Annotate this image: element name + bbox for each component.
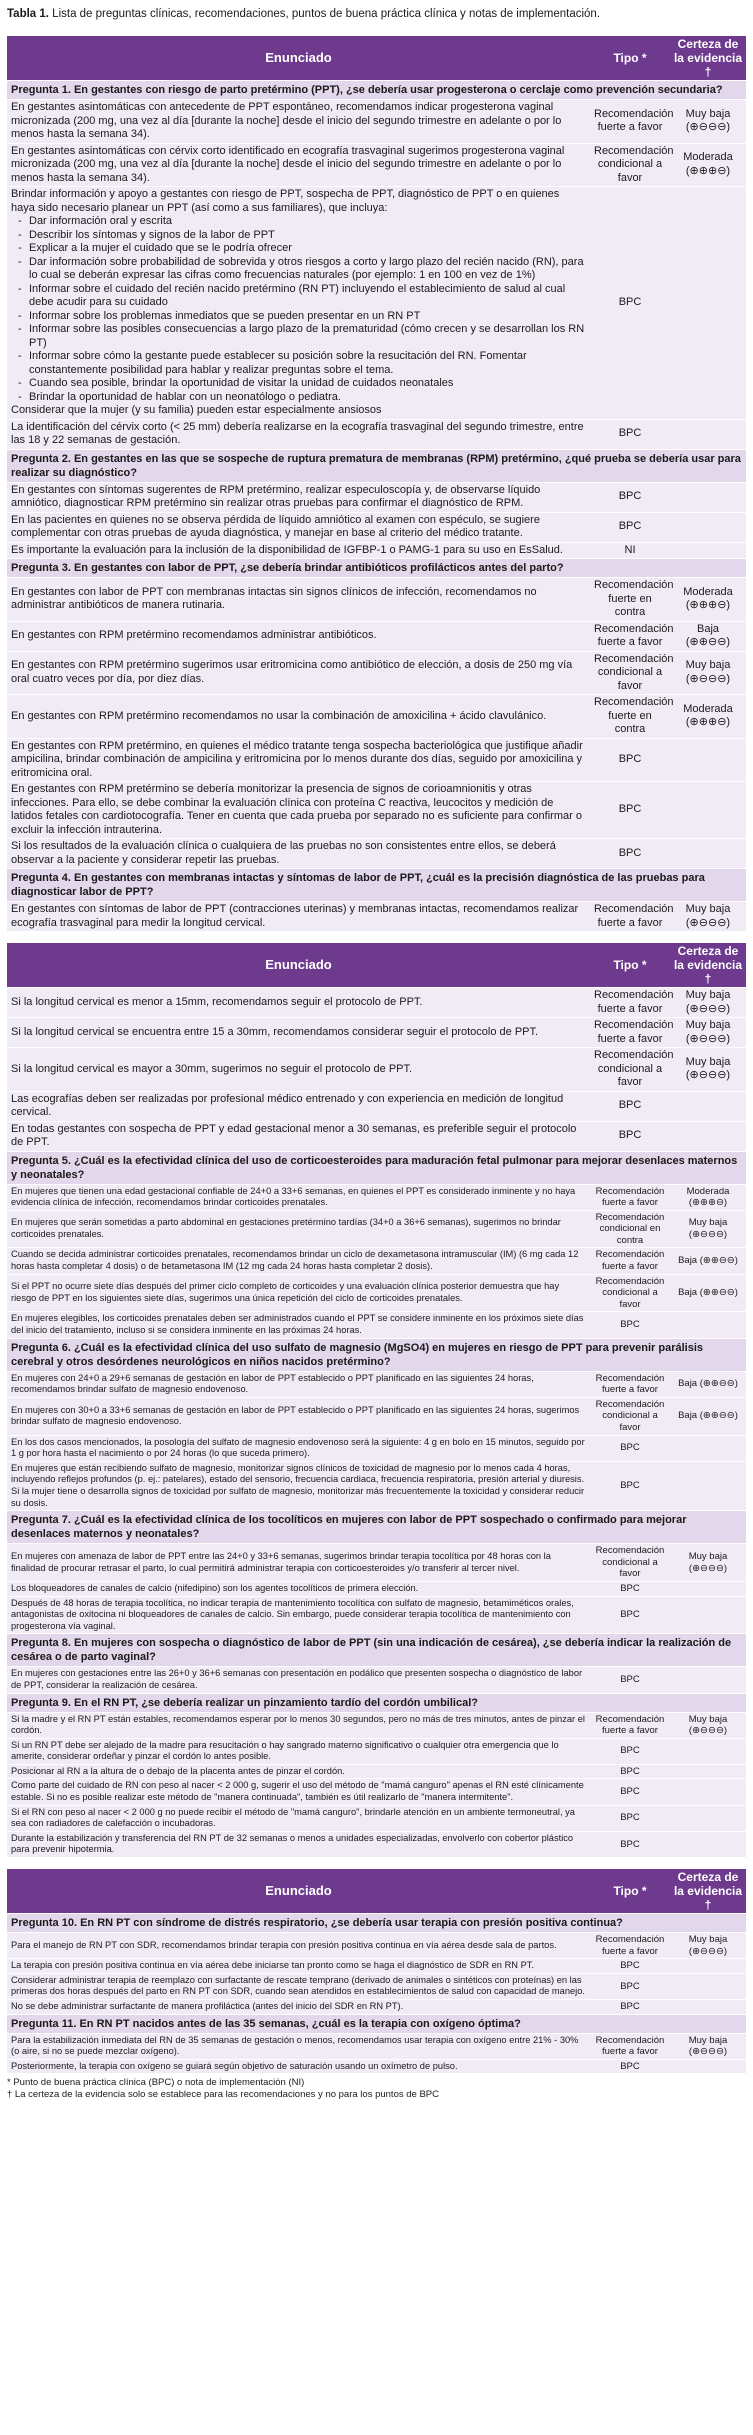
table-row (7, 2033, 746, 2059)
question-text: Pregunta 7. ¿Cuál es la efectividad clínica de los tocolíticos en mujeres con labor de PPT sospechado o confirmado para mejorar desenlaces maternos y neonatales? (7, 1511, 746, 1544)
table-row (7, 1581, 746, 1596)
table-row (7, 2059, 746, 2073)
enunciado-text: Los bloqueadores de canales de calcio (nifedipino) son los agentes tocolíticos de primera elección. (11, 1582, 419, 1593)
enunciado-text: En los dos casos mencionados, la posología del sulfato de magnesio endovenoso será la siguiente: 4 g en bolo en 15 minutos, seguido por 1 g por hora hasta el nacimiento o por 24 horas (lo que suceda primero). (11, 1436, 585, 1459)
certeza-cell: Muy baja (⊕⊖⊖⊖) (670, 1544, 746, 1582)
tipo-cell: BPC (590, 738, 670, 782)
tipo-cell: Recomendación fuerte a favor (590, 902, 670, 932)
enunciado-text: Brindar información y apoyo a gestantes con riesgo de PPT, sospecha de PPT, diagnóstico de PPT o en quienes haya sido necesario planear un PPT (así como a sus familiares), que incluya: (11, 188, 560, 214)
enunciado-text: En mujeres que serán sometidas a parto abdominal en gestaciones pretérmino tardías (34+0 a 36+6 semanas), sugerimos no brindar corticoides prenatales. (11, 1217, 561, 1240)
certeza-cell (670, 1764, 746, 1779)
question-text: Pregunta 2. En gestantes en las que se sospeche de ruptura prematura de membranas (RPM) pretérmino, ¿qué prueba se debería usar para realizar su diagnóstico? (7, 449, 746, 482)
enunciado-cell (7, 1048, 590, 1092)
table-row (7, 578, 746, 622)
tipo-cell: BPC (590, 1581, 670, 1596)
certeza-cell (670, 1121, 746, 1151)
enunciado-cell (7, 1312, 590, 1338)
enunciado-text: Para la estabilización inmediata del RN de 35 semanas de gestación o menos, recomendamos usar terapia con oxígeno entre 21% - 30% (o aire, si no se puede mezclar oxígeno). (11, 2034, 579, 2057)
enunciado-text: En todas gestantes con sospecha de PPT y edad gestacional menor a 30 semanas, es preferible seguir el protocolo de PPT. (11, 1122, 577, 1148)
header-tipo: Tipo * (590, 36, 670, 81)
enunciado-text: Posteriormente, la terapia con oxígeno se guiará según objetivo de saturación usando un oxímetro de pulso. (11, 2060, 458, 2071)
enunciado-cell (7, 419, 590, 449)
enunciado-cell (7, 1831, 590, 1857)
enunciado-cell (7, 1544, 590, 1582)
table-row (7, 695, 746, 739)
tipo-cell: Recomendación fuerte a favor (590, 1248, 670, 1274)
certeza-cell: Muy baja (⊕⊖⊖⊖) (670, 651, 746, 695)
table-row (7, 1596, 746, 1634)
table-row (7, 621, 746, 651)
tipo-cell: BPC (590, 1805, 670, 1831)
certeza-cell (670, 1667, 746, 1693)
certeza-cell (670, 419, 746, 449)
certeza-cell (670, 1973, 746, 1999)
table-row (7, 988, 746, 1018)
table-row (7, 1805, 746, 1831)
certeza-cell: Baja (⊕⊕⊖⊖) (670, 621, 746, 651)
enunciado-cell (7, 621, 590, 651)
enunciado-cell (7, 578, 590, 622)
enunciado-cell (7, 187, 590, 420)
enunciado-cell (7, 2000, 590, 2015)
tipo-cell: Recomendación condicional en contra (590, 1210, 670, 1248)
question-text: Pregunta 1. En gestantes con riesgo de parto pretérmino (PPT), ¿se debería usar progesterona o cerclaje como prevención secundaria? (7, 81, 746, 100)
certeza-cell: Muy baja (⊕⊖⊖⊖) (670, 100, 746, 144)
tipo-cell: BPC (590, 782, 670, 839)
table-caption (7, 6, 746, 22)
certeza-cell (670, 1435, 746, 1461)
tipo-cell: Recomendación condicional a favor (590, 1544, 670, 1582)
enunciado-note: Considerar que la mujer (y su familia) pueden estar especialmente ansiosos (11, 404, 382, 416)
question-text: Pregunta 10. En RN PT con síndrome de distrés respiratorio, ¿se debería usar terapia con presión positiva continua? (7, 1914, 746, 1933)
table-row (7, 1831, 746, 1857)
enunciado-text: En gestantes con labor de PPT con membranas intactas sin signos clínicos de infección, recomendamos no administrar antibióticos de manera rutinaria. (11, 585, 537, 612)
enunciado-text: La identificación del cérvix corto (< 25 mm) debería realizarse en la ecografía trasvaginal del segundo trimestre, entre las 18 y 22 semanas de gestación. (11, 420, 584, 446)
tipo-cell: Recomendación fuerte a favor (590, 621, 670, 651)
enunciado-text: Es importante la evaluación para la inclusión de la disponibilidad de IGFBP-1 o PAMG-1 para su uso en EsSalud. (11, 543, 563, 556)
enunciado-cell (7, 1973, 590, 1999)
certeza-cell: Muy baja (⊕⊖⊖⊖) (670, 1933, 746, 1959)
caption-label: Tabla 1. (7, 8, 49, 20)
list-item: - Informar sobre los problemas inmediatos que se pueden presentar en un RN PT (29, 310, 586, 324)
table-header-row (7, 943, 746, 988)
table-part-3 (7, 1869, 746, 2073)
enunciado-cell (7, 651, 590, 695)
tipo-cell: Recomendación condicional a favor (590, 651, 670, 695)
table-row (7, 1712, 746, 1738)
table-row (7, 1764, 746, 1779)
tipo-cell: BPC (590, 1091, 670, 1121)
certeza-cell (670, 1581, 746, 1596)
certeza-cell (670, 512, 746, 542)
enunciado-text: Si el PPT no ocurre siete días después del primer ciclo completo de corticoides y una evaluación clínica posterior demuestra que hay riesgo de PPT en los siguientes siete días, sugerimos una única repetición del ciclo de corticoides prenatales. (11, 1281, 560, 1304)
tipo-cell: BPC (590, 1312, 670, 1338)
enunciado-cell (7, 1461, 590, 1510)
enunciado-cell (7, 482, 590, 512)
enunciado-cell (7, 1274, 590, 1312)
question-text: Pregunta 3. En gestantes con labor de PPT, ¿se debería brindar antibióticos profilácticos antes del parto? (7, 559, 746, 578)
table-row (7, 1121, 746, 1151)
question-row (7, 869, 746, 902)
tipo-cell: NI (590, 542, 670, 559)
table-row (7, 2000, 746, 2015)
certeza-cell: Baja (⊕⊕⊖⊖) (670, 1371, 746, 1397)
header-certeza: Certeza de la evidencia † (670, 943, 746, 988)
list-item: - Brindar la oportunidad de hablar con un neonatólogo o pediatra. (29, 391, 586, 405)
certeza-cell: Muy baja (⊕⊖⊖⊖) (670, 902, 746, 932)
table-row (7, 1738, 746, 1764)
enunciado-cell (7, 1435, 590, 1461)
certeza-cell (670, 1738, 746, 1764)
certeza-cell (670, 1091, 746, 1121)
tipo-cell: BPC (590, 839, 670, 869)
enunciado-cell (7, 782, 590, 839)
enunciado-text: Si un RN PT debe ser alejado de la madre para resucitación o hay sangrado materno significativo o cualquier otra emergencia que lo amerite, considerar ordeñar y pinzar el cordón lo antes posible. (11, 1739, 559, 1762)
certeza-cell (670, 1312, 746, 1338)
enunciado-cell (7, 1018, 590, 1048)
enunciado-cell (7, 1959, 590, 1974)
enunciado-text: En mujeres que están recibiendo sulfato de magnesio, monitorizar signos clínicos de toxicidad de magnesio por lo menos cada 4 horas, incluyendo reflejos profundos (p. ej.: patelares), estado del sensorio, frecuencia cardiaca, frecuencia respiratoria, presión arterial y diuresis. Si la mujer tiene o desarrolla signos de toxicidad por sulfato de magnesio, monitorizar más frecuentemente la toxicidad y considerar reducir su dosis. (11, 1462, 585, 1508)
tipo-cell: Recomendación fuerte a favor (590, 1933, 670, 1959)
enunciado-cell (7, 1581, 590, 1596)
tipo-cell: Recomendación fuerte a favor (590, 2033, 670, 2059)
enunciado-cell (7, 512, 590, 542)
table-row (7, 143, 746, 187)
enunciado-cell (7, 1933, 590, 1959)
question-row (7, 2014, 746, 2033)
tipo-cell: BPC (590, 1831, 670, 1857)
question-row (7, 449, 746, 482)
enunciado-cell (7, 1596, 590, 1634)
certeza-cell (670, 1805, 746, 1831)
certeza-cell (670, 839, 746, 869)
list-item: - Dar información oral y escrita (29, 215, 586, 229)
tipo-cell: BPC (590, 1667, 670, 1693)
tipo-cell: BPC (590, 512, 670, 542)
table-row (7, 482, 746, 512)
certeza-cell: Moderada (⊕⊕⊕⊖) (670, 143, 746, 187)
tipo-cell: Recomendación fuerte a favor (590, 100, 670, 144)
header-enunciado: Enunciado (7, 943, 590, 988)
table-row (7, 1312, 746, 1338)
table-row (7, 1248, 746, 1274)
enunciado-text: La terapia con presión positiva continua en vía aérea debe iniciarse tan pronto como se haga el diagnóstico de SDR en RN PT. (11, 1960, 535, 1971)
tipo-cell: Recomendación fuerte en contra (590, 578, 670, 622)
certeza-cell: Muy baja (⊕⊖⊖⊖) (670, 1712, 746, 1738)
certeza-cell (670, 782, 746, 839)
table-row (7, 1973, 746, 1999)
tipo-cell: Recomendación condicional a favor (590, 143, 670, 187)
question-text: Pregunta 6. ¿Cuál es la efectividad clínica del uso sulfato de magnesio (MgSO4) en mujeres en riesgo de PPT para prevenir parálisis cerebral y otros desórdenes neurológicos en niños nacidos pretérmino? (7, 1338, 746, 1371)
tipo-cell: Recomendación fuerte a favor (590, 1018, 670, 1048)
enunciado-text: Si la longitud cervical es menor a 15mm, recomendamos seguir el protocolo de PPT. (11, 995, 423, 1008)
enunciado-list (11, 215, 586, 404)
table-row (7, 651, 746, 695)
enunciado-text: En mujeres con 24+0 a 29+6 semanas de gestación en labor de PPT establecido o PPT planificado en las siguientes 24 horas, recomendamos brindar sulfato de magnesio endovenoso. (11, 1372, 534, 1395)
question-row (7, 559, 746, 578)
enunciado-text: Las ecografías deben ser realizadas por profesional médico entrenado y con experiencia en medición de longitud cervical. (11, 1092, 564, 1118)
tipo-cell: BPC (590, 1764, 670, 1779)
enunciado-text: Para el manejo de RN PT con SDR, recomendamos brindar terapia con presión positiva continua en vía aérea desde sala de partos. (11, 1939, 557, 1950)
table-row (7, 782, 746, 839)
certeza-cell (670, 187, 746, 420)
question-row (7, 1914, 746, 1933)
enunciado-cell (7, 902, 590, 932)
table-row (7, 1048, 746, 1092)
table-row (7, 1018, 746, 1048)
enunciado-text: Cuando se decida administrar corticoides prenatales, recomendamos brindar un ciclo de dexametasona intramuscular (IM) (6 mg cada 12 horas hasta completar 4 dosis) o de betametasona IM (12 mg cada 24 horas hasta completar 2 dosis). (11, 1249, 579, 1272)
list-item: - Explicar a la mujer el cuidado que se le podría ofrecer (29, 242, 586, 256)
tipo-cell: BPC (590, 2059, 670, 2073)
certeza-cell (670, 1959, 746, 1974)
table-row (7, 1667, 746, 1693)
enunciado-cell (7, 1091, 590, 1121)
question-text: Pregunta 5. ¿Cuál es la efectividad clínica del uso de corticoesteroides para maduración fetal pulmonar para mejorar desenlaces maternos y neonatales? (7, 1151, 746, 1184)
enunciado-cell (7, 1397, 590, 1435)
certeza-cell: Moderada (⊕⊕⊕⊖) (670, 578, 746, 622)
table-row (7, 839, 746, 869)
question-text: Pregunta 4. En gestantes con membranas intactas y síntomas de labor de PPT, ¿cuál es la precisión diagnóstica de las pruebas para diagnosticar labor de PPT? (7, 869, 746, 902)
certeza-cell (670, 542, 746, 559)
enunciado-cell (7, 143, 590, 187)
table-row (7, 1435, 746, 1461)
tipo-cell: BPC (590, 1121, 670, 1151)
enunciado-text: Considerar administrar terapia de reemplazo con surfactante de rescate temprano (derivado de animales o sintéticos con proteínas) en las primeras dos horas después del parto en RN PT con SDR, cuando sean atendidos en establecimientos de salud con capacidad de manejo. (11, 1974, 586, 1997)
table-row (7, 100, 746, 144)
question-row (7, 1511, 746, 1544)
certeza-cell: Moderada (⊕⊕⊕⊖) (670, 695, 746, 739)
table-part-2 (7, 943, 746, 1857)
table-row (7, 1779, 746, 1805)
enunciado-text: Como parte del cuidado de RN con peso al nacer < 2 000 g, sugerir el uso del método de "mamá canguro" apenas el RN esté clínicamente estable. Si no es posible realizar este método de "manera continuada", también es útil realizarlo de "manera intermitente". (11, 1780, 584, 1803)
certeza-cell: Baja (⊕⊕⊖⊖) (670, 1248, 746, 1274)
enunciado-text: En gestantes con síntomas sugerentes de RPM pretérmino, realizar especuloscopía y, de observarse líquido amniótico, diagnosticar RPM pretérmino sin realizar otras pruebas para confirmar el diagnóstico de RPM. (11, 483, 541, 509)
list-item: - Informar sobre las posibles consecuencias a largo plazo de la prematuridad (cómo crecen y se desarrollan los RN PT) (29, 323, 586, 350)
certeza-cell (670, 1831, 746, 1857)
tipo-cell: Recomendación fuerte a favor (590, 1371, 670, 1397)
header-certeza: Certeza de la evidencia † (670, 1869, 746, 1914)
list-item: - Dar información sobre probabilidad de sobrevida y otros riesgos a corto y largo plazo del recién nacido (RN), para lo cual se deberán expresar las cifras como frecuencias naturales (por ejemplo: 1 en 100 en vez de 1%) (29, 256, 586, 283)
tipo-cell: BPC (590, 1973, 670, 1999)
certeza-cell: Baja (⊕⊕⊖⊖) (670, 1274, 746, 1312)
certeza-cell: Muy baja (⊕⊖⊖⊖) (670, 1048, 746, 1092)
enunciado-text: En gestantes con RPM pretérmino recomendamos no usar la combinación de amoxicilina + ácido clavulánico. (11, 709, 547, 722)
tipo-cell: BPC (590, 482, 670, 512)
enunciado-text: Posicionar al RN a la altura de o debajo de la placenta antes de pinzar el cordón. (11, 1765, 345, 1776)
table-row (7, 1461, 746, 1510)
enunciado-text: En gestantes con RPM pretérmino, en quienes el médico tratante tenga sospecha bacteriológica que justifique añadir ampicilina, brindar combinación de ampicilina y eritromicina por lo menos durante dos días, seguido por amoxicilina y eritromicina oral. (11, 739, 583, 779)
enunciado-cell (7, 839, 590, 869)
enunciado-cell (7, 2033, 590, 2059)
enunciado-text: En mujeres con amenaza de labor de PPT entre las 24+0 y 33+6 semanas, sugerimos brindar terapia tocolítica por 48 horas con la finalidad de procurar retrasar el parto, lo cual permitirá administrar terapia con corticoesteroides y/o transferir al tercer nivel. (11, 1550, 551, 1573)
enunciado-cell (7, 1779, 590, 1805)
header-tipo: Tipo * (590, 943, 670, 988)
tipo-cell: BPC (590, 1435, 670, 1461)
table-row (7, 419, 746, 449)
enunciado-cell (7, 1738, 590, 1764)
table-row (7, 187, 746, 420)
certeza-cell (670, 738, 746, 782)
footnote-bpc: * Punto de buena práctica clínica (BPC) o nota de implementación (NI) (7, 2077, 305, 2089)
enunciado-text: Después de 48 horas de terapia tocolítica, no indicar terapia de mantenimiento tocolítica con sulfato de magnesio, betamiméticos orales, antagonistas de oxitocina ni bloqueadores de canales de calcio. Sin embargo, puede considerar terapia tocolítica de mantenimiento con progesterona vía vaginal. (11, 1597, 574, 1631)
question-row (7, 1338, 746, 1371)
enunciado-text: En mujeres con gestaciones entre las 26+0 y 36+6 semanas con presentación en podálico que presenten sospecha o diagnóstico de labor de PPT, considerar la realización de cesárea. (11, 1668, 583, 1690)
header-tipo: Tipo * (590, 1869, 670, 1914)
caption-text: Lista de preguntas clínicas, recomendaciones, puntos de buena práctica clínica y notas de implementación. (52, 8, 601, 20)
certeza-cell: Moderada (⊕⊕⊕⊖) (670, 1184, 746, 1210)
list-item: - Informar sobre cómo la gestante puede establecer su posición sobre la resucitación del RN. Fomentar constantemente posibilidad para hablar y realizar preguntas sobre el tema. (29, 350, 586, 377)
enunciado-text: En mujeres que tienen una edad gestacional confiable de 24+0 a 33+6 semanas, en quienes el PPT es considerado inminente y no haya evidencia clínica de infección, recomendamos brindar corticoides prenatales. (11, 1185, 576, 1208)
question-row (7, 1693, 746, 1712)
enunciado-cell (7, 988, 590, 1018)
enunciado-cell (7, 1210, 590, 1248)
certeza-cell (670, 1779, 746, 1805)
enunciado-text: En gestantes asintomáticas con cérvix corto identificado en ecografía trasvaginal sugerimos progesterona vaginal micronizada (200 mg, una vez al día [durante la noche] desde el inicio del segundo trimestre en adelante o por lo menos hasta la semana 34). (11, 144, 565, 184)
enunciado-cell (7, 1764, 590, 1779)
question-row (7, 81, 746, 100)
enunciado-cell (7, 542, 590, 559)
tipo-cell: BPC (590, 1959, 670, 1974)
question-text: Pregunta 11. En RN PT nacidos antes de las 35 semanas, ¿cuál es la terapia con oxígeno óptima? (7, 2014, 746, 2033)
question-row (7, 1151, 746, 1184)
tipo-cell: Recomendación fuerte a favor (590, 988, 670, 1018)
tipo-cell: BPC (590, 1738, 670, 1764)
tipo-cell: BPC (590, 1461, 670, 1510)
certeza-cell (670, 482, 746, 512)
table-row (7, 1959, 746, 1974)
enunciado-text: En gestantes con RPM pretérmino sugerimos usar eritromicina como antibiótico de elección, a dosis de 250 mg vía oral cuatro veces por día, por diez días. (11, 659, 573, 685)
enunciado-cell (7, 738, 590, 782)
enunciado-text: En gestantes con RPM pretérmino se debería monitorizar la presencia de signos de corioamnionitis y otras infecciones. Para ello, se debe combinar la evaluación clínica con proteína C reactiva, leucocitos y medición de latidos fetales con cardiotocografía. Tener en cuenta que cada prueba por separado no es suficiente para confirmar o excluir la infección intrauterina. (11, 783, 582, 836)
table-row (7, 902, 746, 932)
table-header-row (7, 1869, 746, 1914)
question-text: Pregunta 8. En mujeres con sospecha o diagnóstico de labor de PPT (sin una indicación de cesárea), ¿se debería indicar la realización de cesárea o de parto vaginal? (7, 1634, 746, 1667)
enunciado-cell (7, 1805, 590, 1831)
table-row (7, 1933, 746, 1959)
enunciado-text: Si la longitud cervical se encuentra entre 15 a 30mm, recomendamos considerar seguir el protocolo de PPT. (11, 1025, 539, 1038)
enunciado-text: En mujeres elegibles, los corticoides prenatales deben ser administrados cuando el PPT se considere inminente en los próximos siete días del inicio del tratamiento, incluso si se considera inminente en las próximas 24 horas. (11, 1313, 584, 1336)
tipo-cell: BPC (590, 1779, 670, 1805)
enunciado-text: En gestantes con RPM pretérmino recomendamos administrar antibióticos. (11, 629, 377, 642)
enunciado-cell (7, 1248, 590, 1274)
enunciado-text: En gestantes asintomáticas con antecedente de PPT espontáneo, recomendamos indicar progesterona vaginal micronizada (200 mg, una vez al día [durante la noche] desde el inicio del segundo trimestre en adelante o por lo menos hasta la semana 34). (11, 101, 562, 140)
table-row (7, 1274, 746, 1312)
enunciado-text: Si el RN con peso al nacer < 2 000 g no puede recibir el método de "mamá canguro", brindarle atención en un ambiente termoneutral, ya sea con radiadores de calefacción o incubadoras. (11, 1806, 575, 1829)
enunciado-text: Durante la estabilización y transferencia del RN PT de 32 semanas o menos a unidades especializadas, envolverlo con cobertor plástico para prevenir hipotermia. (11, 1832, 574, 1855)
list-item: - Informar sobre el cuidado del recién nacido pretérmino (RN PT) incluyendo el establecimiento de salud al cual debe acudir para su cuidado (29, 283, 586, 310)
table-header-row (7, 36, 746, 81)
certeza-cell (670, 1461, 746, 1510)
certeza-cell (670, 2000, 746, 2015)
certeza-cell (670, 1596, 746, 1634)
enunciado-text: Si los resultados de la evaluación clínica o cualquiera de las pruebas no son consistentes entre ellos, se deberá observar a la paciente y considerar repetir las pruebas. (11, 840, 556, 866)
table-row (7, 1371, 746, 1397)
tipo-cell: BPC (590, 419, 670, 449)
enunciado-text: En mujeres con 30+0 a 33+6 semanas de gestación en labor de PPT establecido o PPT planificado en las siguientes 24 horas, sugerimos brindar sulfato de magnesio endovenoso. (11, 1404, 580, 1427)
enunciado-text: Si la longitud cervical es mayor a 30mm, sugerimos no seguir el protocolo de PPT. (11, 1062, 413, 1075)
enunciado-text: En las pacientes en quienes no se observa pérdida de líquido amniótico al examen con espéculo, se sugiere complementar con otras pruebas de ayuda diagnóstica, y manejar en base al criterio del médico tratante. (11, 513, 540, 539)
certeza-cell: Muy baja (⊕⊖⊖⊖) (670, 988, 746, 1018)
certeza-cell: Muy baja (⊕⊖⊖⊖) (670, 1018, 746, 1048)
footnotes (7, 2077, 746, 2101)
header-enunciado: Enunciado (7, 1869, 590, 1914)
header-certeza: Certeza de la evidencia † (670, 36, 746, 81)
enunciado-cell (7, 1121, 590, 1151)
tipo-cell: BPC (590, 1596, 670, 1634)
certeza-cell: Muy baja (⊕⊖⊖⊖) (670, 2033, 746, 2059)
footnote-certeza: † La certeza de la evidencia solo se establece para las recomendaciones y no para los puntos de BPC (7, 2089, 439, 2101)
tipo-cell: Recomendación fuerte a favor (590, 1184, 670, 1210)
table-row (7, 1210, 746, 1248)
list-item: - Describir los síntomas y signos de la labor de PPT (29, 229, 586, 243)
table-row (7, 1544, 746, 1582)
enunciado-cell (7, 1712, 590, 1738)
enunciado-text: No se debe administrar surfactante de manera profiláctica (antes del inicio del SDR en RN PT). (11, 2001, 404, 2011)
tipo-cell: BPC (590, 2000, 670, 2015)
list-item: - Cuando sea posible, brindar la oportunidad de visitar la unidad de cuidados neonatales (29, 377, 586, 391)
tipo-cell: Recomendación condicional a favor (590, 1048, 670, 1092)
certeza-cell: Muy baja (⊕⊖⊖⊖) (670, 1210, 746, 1248)
enunciado-cell (7, 2059, 590, 2073)
enunciado-cell (7, 1667, 590, 1693)
certeza-cell: Baja (⊕⊕⊖⊖) (670, 1397, 746, 1435)
tipo-cell: Recomendación condicional a favor (590, 1274, 670, 1312)
table-part-1 (7, 36, 746, 931)
question-text: Pregunta 9. En el RN PT, ¿se debería realizar un pinzamiento tardío del cordón umbilical? (7, 1693, 746, 1712)
tipo-cell: Recomendación fuerte a favor (590, 1712, 670, 1738)
enunciado-cell (7, 1184, 590, 1210)
tipo-cell: BPC (590, 187, 670, 420)
table-row (7, 1397, 746, 1435)
enunciado-cell (7, 1371, 590, 1397)
table-row (7, 512, 746, 542)
certeza-cell (670, 2059, 746, 2073)
enunciado-text: En gestantes con síntomas de labor de PPT (contracciones uterinas) y membranas intactas, recomendamos realizar ecografía trasvaginal para medir la longitud cervical. (11, 903, 579, 929)
table-row (7, 542, 746, 559)
table-row (7, 1091, 746, 1121)
tipo-cell: Recomendación fuerte en contra (590, 695, 670, 739)
table-row (7, 1184, 746, 1210)
table-row (7, 738, 746, 782)
header-enunciado: Enunciado (7, 36, 590, 81)
tipo-cell: Recomendación condicional a favor (590, 1397, 670, 1435)
enunciado-text: Si la madre y el RN PT están estables, recomendamos esperar por lo menos 30 segundos, pero no más de tres minutos, antes de pinzar el cordón. (11, 1713, 585, 1736)
question-row (7, 1634, 746, 1667)
enunciado-cell (7, 100, 590, 144)
enunciado-cell (7, 695, 590, 739)
